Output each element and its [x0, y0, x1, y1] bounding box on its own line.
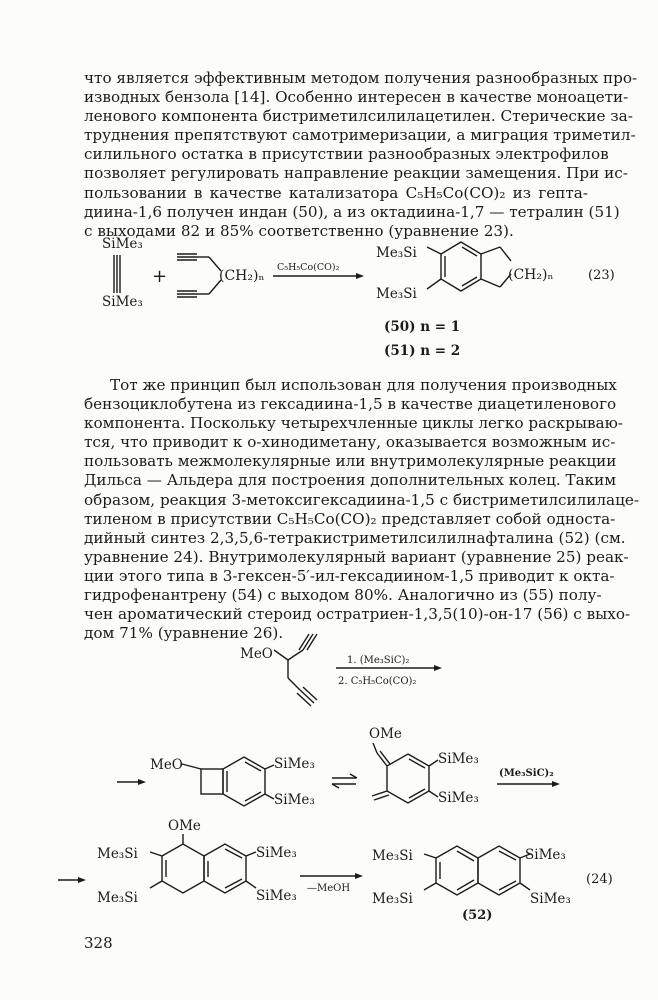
- trimethylsilyl-label: SiMe₃: [438, 751, 479, 767]
- text-line: ции этого типа в 3-гексен-5′-ил-гексадиином-1,5 приводит к окта-: [84, 566, 615, 585]
- reagent-label: 1. (Me₃SiC)₂: [347, 655, 410, 666]
- page-number: 328: [84, 934, 113, 952]
- methoxyhexadiyne-structure: [274, 634, 317, 706]
- trimethylsilyl-label: Me₃Si: [376, 245, 417, 261]
- arrow-head: [78, 877, 86, 883]
- reagent-label: (Me₃SiC)₂: [499, 768, 554, 779]
- text-line: пользовать межмолекулярные или внутримолекулярные реакции: [84, 452, 617, 471]
- text-line: пользовании в качестве катализатора C₅H₅Co(CO)₂ из гепта-: [84, 183, 588, 202]
- trimethylsilyl-label: SiMe₃: [438, 790, 479, 806]
- methoxy-label: MeO: [240, 646, 273, 662]
- trimethylsilyl-label: SiMe₃: [102, 236, 143, 252]
- methylene-chain-label: (CH₂)ₙ: [508, 267, 554, 283]
- arrow-head: [138, 779, 146, 785]
- text-line: образом, реакция 3-метоксигексадиина-1,5 с бистриметилсилилаце-: [84, 490, 639, 509]
- text-line: чен ароматический стероид остратриен-1,3,5(10)-он-17 (56) с выхо-: [84, 605, 631, 624]
- trimethylsilyl-label: Me₃Si: [372, 891, 413, 907]
- text-line: силильного остатка в присутствии разнообразных электрофилов: [84, 145, 609, 164]
- compound-label: (51) n = 2: [384, 343, 461, 359]
- text-line: диина-1,6 получен индан (50), а из октадиина-1,7 — тетралин (51): [84, 202, 620, 221]
- text-line: тиленом в присутствии C₅H₅Co(CO)₂ представляет собой односта-: [84, 509, 616, 528]
- compound-label: (52): [462, 908, 493, 923]
- benzocyclobutene-structure: [182, 757, 274, 806]
- methylene-chain-label: (CH₂)ₙ: [219, 268, 265, 284]
- text-line: с выходами 82 и 85% соответственно (уравнение 23).: [84, 221, 514, 240]
- trimethylsilyl-label: SiMe₃: [525, 847, 566, 863]
- arrow-head: [434, 665, 442, 671]
- trimethylsilyl-label: SiMe₃: [274, 756, 315, 772]
- trimethylsilyl-label: Me₃Si: [376, 286, 417, 302]
- methoxy-label: OMe: [168, 818, 201, 834]
- methoxy-label: OMe: [369, 726, 402, 742]
- naphthalene-product-structure: [424, 846, 530, 895]
- text-line: Дильса — Альдера для построения дополнительных колец. Таким: [84, 471, 617, 490]
- text-line: позволяет регулировать направление реакции замещения. При ис-: [84, 164, 628, 183]
- trimethylsilyl-label: SiMe₃: [530, 891, 571, 907]
- plus-sign: +: [152, 266, 168, 287]
- compound-label: (50) n = 1: [384, 319, 461, 335]
- trimethylsilyl-label: SiMe₃: [102, 294, 143, 310]
- trimethylsilyl-label: Me₃Si: [97, 846, 138, 862]
- methoxy-label: MeO: [150, 757, 183, 773]
- arrow-head: [356, 273, 364, 279]
- indane-product-structure: [427, 242, 511, 291]
- text-line: изводных бензола [14]. Особенно интересен в качестве моноацети-: [84, 88, 629, 107]
- text-line: компонента. Поскольку четырехчленные циклы легко раскрываю-: [84, 414, 623, 433]
- text-line: труднения препятствуют самотримеризации, а миграция триметил-: [84, 126, 636, 145]
- bistrimethylsilylacetylene-structure: [114, 255, 120, 293]
- diyne-structure: [177, 254, 221, 297]
- trimethylsilyl-label: Me₃Si: [372, 848, 413, 864]
- text-line: ленового компонента бистриметилсилилацетилен. Стерические за-: [84, 107, 633, 126]
- diels-alder-adduct-structure: [150, 834, 256, 893]
- catalyst-label: C₅H₅Co(CO)₂: [277, 262, 340, 273]
- text-line: дийный синтез 2,3,5,6-тетракистриметилсилилнафталина (52) (см.: [84, 528, 626, 547]
- arrow-head: [552, 781, 560, 787]
- trimethylsilyl-label: SiMe₃: [256, 888, 297, 904]
- trimethylsilyl-label: SiMe₃: [256, 845, 297, 861]
- text-line: дом 71% (уравнение 26).: [84, 624, 284, 643]
- catalyst-label: 2. C₅H₅Co(CO)₂: [338, 676, 417, 687]
- elimination-label: —MeOH: [307, 883, 351, 894]
- text-line: уравнение 24). Внутримолекулярный вариант (уравнение 25) реак-: [84, 547, 629, 566]
- equation-number: (23): [588, 268, 615, 283]
- text-line: что является эффективным методом получения разнообразных про-: [84, 69, 638, 87]
- equation-number: (24): [586, 872, 613, 887]
- arrow-head: [355, 873, 363, 879]
- text-line: гидрофенантрену (54) с выходом 80%. Аналогично из (55) полу-: [84, 586, 602, 605]
- text-line: Тот же принцип был использован для получения производных: [110, 376, 617, 394]
- trimethylsilyl-label: Me₃Si: [97, 890, 138, 906]
- text-line: тся, что приводит к о-хинодиметану, оказывается возможным ис-: [84, 433, 616, 452]
- quinodimethane-structure: [372, 743, 438, 803]
- trimethylsilyl-label: SiMe₃: [274, 792, 315, 808]
- text-line: бензоциклобутена из гексадиина-1,5 в качестве диацетиленового: [84, 395, 617, 414]
